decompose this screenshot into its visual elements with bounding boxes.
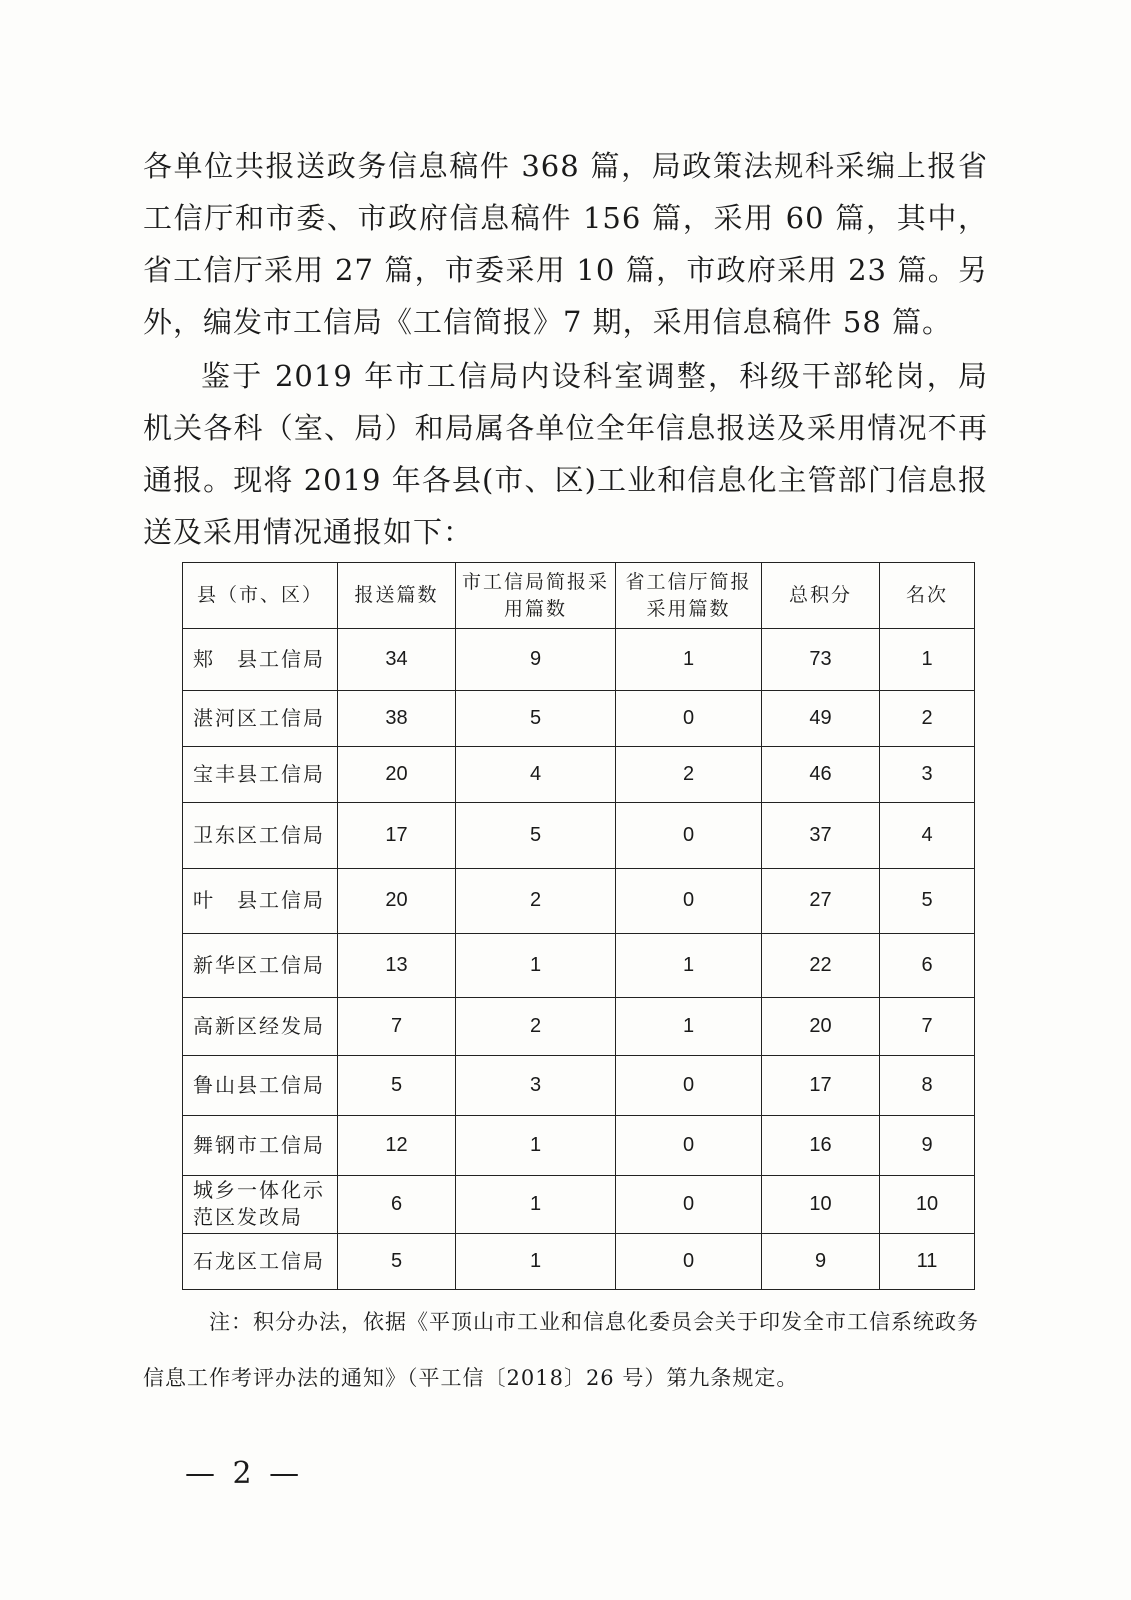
cell-rank: 10: [880, 1175, 975, 1233]
cell-province-adopted: 0: [616, 1233, 762, 1289]
table-row: [183, 1233, 975, 1289]
table-row: [183, 997, 975, 1055]
cell-district: 宝丰县工信局: [183, 747, 338, 803]
cell-district: 新华区工信局: [183, 933, 338, 997]
header-submitted: 报送篇数: [338, 563, 456, 629]
cell-rank: 8: [880, 1055, 975, 1115]
cell-submitted: 7: [338, 997, 456, 1055]
cell-rank: 11: [880, 1233, 975, 1289]
cell-submitted: 13: [338, 933, 456, 997]
cell-province-adopted: 0: [616, 803, 762, 869]
cell-total-score: 17: [762, 1055, 880, 1115]
cell-total-score: 27: [762, 869, 880, 933]
cell-city-adopted: 5: [456, 691, 616, 747]
cell-total-score: 9: [762, 1233, 880, 1289]
cell-district: 湛河区工信局: [183, 691, 338, 747]
cell-city-adopted: 2: [456, 997, 616, 1055]
cell-province-adopted: 0: [616, 1055, 762, 1115]
header-province-adopted: 省工信厅简报采用篇数: [616, 563, 762, 629]
table-row: [183, 933, 975, 997]
table-row: [183, 629, 975, 691]
table-row: [183, 747, 975, 803]
table-row: [183, 1175, 975, 1233]
cell-city-adopted: 5: [456, 803, 616, 869]
cell-rank: 4: [880, 803, 975, 869]
cell-total-score: 16: [762, 1115, 880, 1175]
cell-province-adopted: 0: [616, 869, 762, 933]
cell-submitted: 5: [338, 1055, 456, 1115]
header-district: 县（市、区）: [183, 563, 338, 629]
header-city-adopted: 市工信局简报采用篇数: [456, 563, 616, 629]
cell-submitted: 34: [338, 629, 456, 691]
cell-province-adopted: 0: [616, 1175, 762, 1233]
header-rank: 名次: [880, 563, 975, 629]
cell-city-adopted: 1: [456, 1233, 616, 1289]
cell-total-score: 20: [762, 997, 880, 1055]
cell-rank: 1: [880, 629, 975, 691]
header-total-score: 总积分: [762, 563, 880, 629]
table-header-row: [183, 563, 975, 629]
cell-submitted: 20: [338, 747, 456, 803]
cell-city-adopted: 4: [456, 747, 616, 803]
cell-city-adopted: 3: [456, 1055, 616, 1115]
cell-district: 舞钢市工信局: [183, 1115, 338, 1175]
cell-total-score: 37: [762, 803, 880, 869]
cell-submitted: 6: [338, 1175, 456, 1233]
cell-province-adopted: 1: [616, 629, 762, 691]
cell-district: 鲁山县工信局: [183, 1055, 338, 1115]
cell-district: 城乡一体化示范区发改局: [183, 1175, 338, 1233]
cell-city-adopted: 1: [456, 1175, 616, 1233]
cell-city-adopted: 1: [456, 933, 616, 997]
cell-rank: 7: [880, 997, 975, 1055]
cell-rank: 5: [880, 869, 975, 933]
cell-rank: 2: [880, 691, 975, 747]
cell-city-adopted: 1: [456, 1115, 616, 1175]
cell-total-score: 46: [762, 747, 880, 803]
cell-submitted: 38: [338, 691, 456, 747]
cell-total-score: 10: [762, 1175, 880, 1233]
table-row: [183, 869, 975, 933]
cell-city-adopted: 9: [456, 629, 616, 691]
cell-province-adopted: 1: [616, 997, 762, 1055]
cell-province-adopted: 2: [616, 747, 762, 803]
cell-district: 叶 县工信局: [183, 869, 338, 933]
body-paragraph-2: 鉴于 2019 年市工信局内设科室调整，科级干部轮岗，局机关各科（室、局）和局属各单位全年信息报送及采用情况不再通报。现将 2019 年各县(市、区)工业和信息化主管部门信息报送及采用情况通报如下：: [143, 359, 988, 549]
page-number: — 2 —: [185, 1456, 304, 1491]
cell-total-score: 73: [762, 629, 880, 691]
cell-rank: 6: [880, 933, 975, 997]
ranking-table: [182, 562, 975, 1290]
cell-province-adopted: 0: [616, 691, 762, 747]
cell-total-score: 49: [762, 691, 880, 747]
body-paragraph-1: 各单位共报送政务信息稿件 368 篇，局政策法规科采编上报省工信厅和市委、市政府信息稿件 156 篇，采用 60 篇，其中，省工信厅采用 27 篇，市委采用 10 篇，市政府采用 23 篇。另外，编发市工信局《工信简报》7 期，采用信息稿件 58 篇。: [143, 149, 988, 339]
cell-submitted: 5: [338, 1233, 456, 1289]
cell-total-score: 22: [762, 933, 880, 997]
table-row: [183, 1055, 975, 1115]
table-body: [183, 629, 975, 1290]
cell-district: 郏 县工信局: [183, 629, 338, 691]
cell-district: 高新区经发局: [183, 997, 338, 1055]
table-note: 注：积分办法，依据《平顶山市工业和信息化委员会关于印发全市工信系统政务信息工作考评办法的通知》（平工信〔2018〕26 号）第九条规定。: [143, 1310, 979, 1390]
table-row: [183, 1115, 975, 1175]
cell-province-adopted: 1: [616, 933, 762, 997]
cell-rank: 3: [880, 747, 975, 803]
cell-district: 卫东区工信局: [183, 803, 338, 869]
cell-district: 石龙区工信局: [183, 1233, 338, 1289]
cell-rank: 9: [880, 1115, 975, 1175]
cell-submitted: 17: [338, 803, 456, 869]
cell-submitted: 12: [338, 1115, 456, 1175]
table-row: [183, 803, 975, 869]
table-row: [183, 691, 975, 747]
cell-submitted: 20: [338, 869, 456, 933]
cell-city-adopted: 2: [456, 869, 616, 933]
cell-province-adopted: 0: [616, 1115, 762, 1175]
